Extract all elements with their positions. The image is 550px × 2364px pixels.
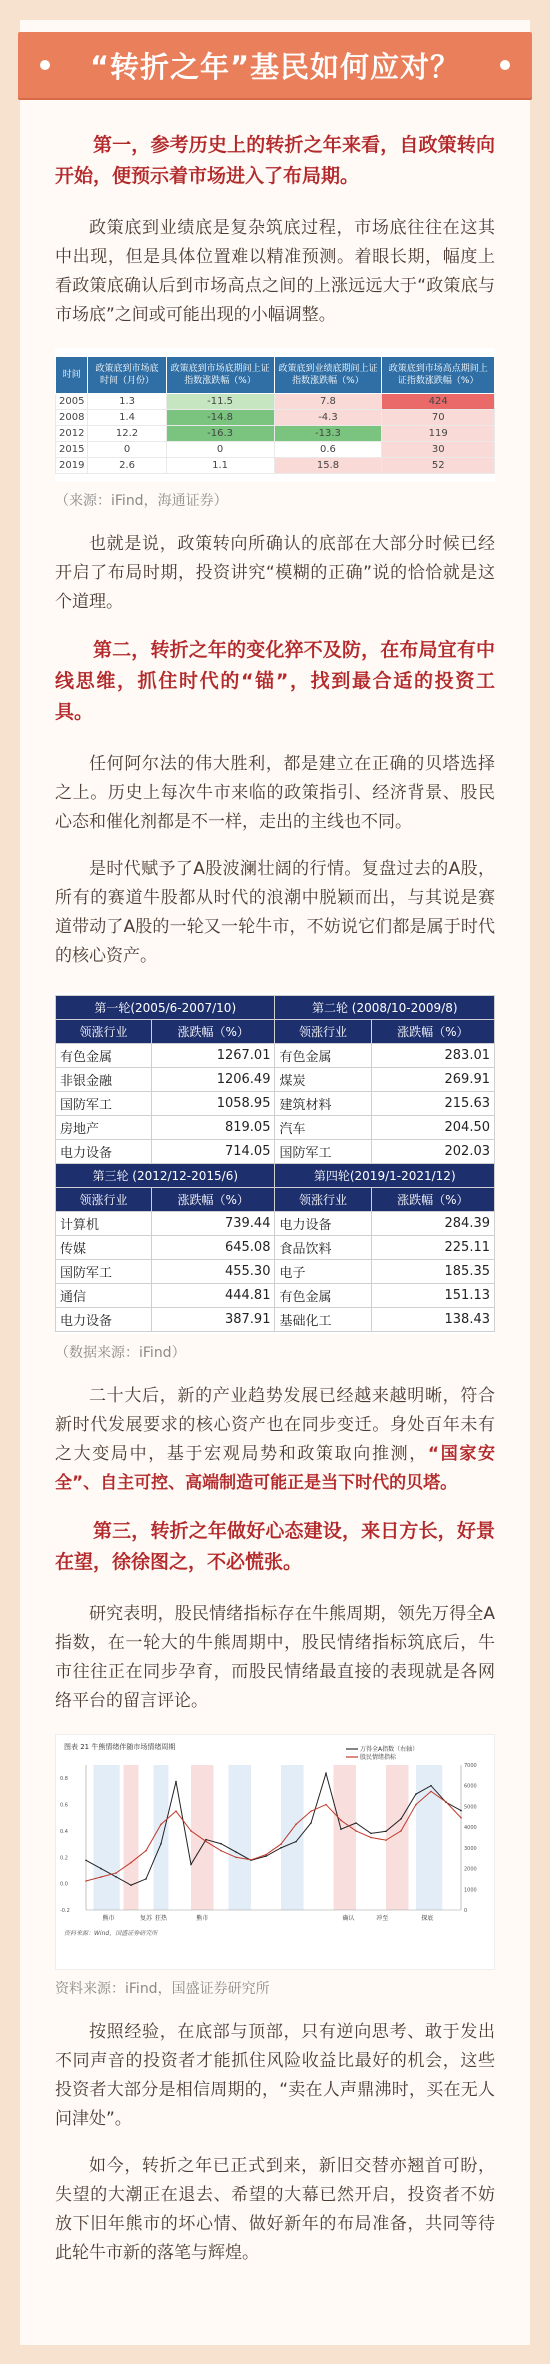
series-point-index <box>295 1841 297 1843</box>
series-point-index <box>145 1878 147 1880</box>
table-cell: 0 <box>88 442 166 458</box>
section1-para2: 也就是说，政策转向所确认的底部在大部分时候已经开启了布局时期，投资讲究“模糊的正确”说的恰恰就是这个道理。 <box>55 534 495 612</box>
table-cell: 714.05 <box>152 1140 275 1164</box>
y-tick-right: 5000 <box>464 1804 477 1811</box>
phase-band <box>94 1765 120 1910</box>
table-cell: 有色金属 <box>275 1284 371 1308</box>
table-cell: 15.8 <box>274 458 382 474</box>
series-point-index <box>325 1772 327 1774</box>
title-banner <box>18 32 532 98</box>
table-cell: 455.30 <box>152 1260 275 1284</box>
table-cell: 传媒 <box>56 1236 152 1260</box>
column-header: 领涨行业 <box>275 1188 371 1212</box>
round-title: 第一轮(2005/6-2007/10) <box>56 996 275 1020</box>
table-cell: 电力设备 <box>275 1212 371 1236</box>
table1-header: 政策底到市场高点期间上证指数涨跌幅（%） <box>382 357 495 394</box>
series-point-index <box>370 1833 372 1835</box>
series-point-sentiment <box>355 1830 357 1832</box>
sentiment-chart-svg <box>56 1735 496 1971</box>
table-row <box>56 1260 495 1284</box>
series-point-sentiment <box>370 1837 372 1839</box>
table-row <box>56 1212 495 1236</box>
round-title: 第四轮(2019/1-2021/12) <box>275 1164 495 1188</box>
series-point-sentiment <box>265 1854 267 1856</box>
table-cell: 202.03 <box>371 1140 494 1164</box>
table-cell: 819.05 <box>152 1116 275 1140</box>
series-point-sentiment <box>400 1830 402 1832</box>
series-point-index <box>130 1884 132 1886</box>
y-tick-left: 0.0 <box>60 1881 68 1888</box>
series-point-sentiment <box>295 1824 297 1826</box>
column-header: 涨跌幅（%） <box>371 1020 494 1044</box>
column-header: 领涨行业 <box>56 1020 152 1044</box>
series-point-index <box>205 1839 207 1841</box>
legend-index: 万得全A指数（右轴） <box>360 1746 419 1753</box>
phase-label: 熊市 <box>196 1915 209 1922</box>
table1-header: 政策底到业绩底期间上证指数涨跌幅（%） <box>274 357 382 394</box>
table-cell: 电力设备 <box>56 1140 152 1164</box>
page-title: “转折之年”基民如何应对？ <box>89 49 461 84</box>
table-cell: 电力设备 <box>56 1308 152 1332</box>
y-tick-right: 0 <box>464 1908 468 1914</box>
table-cell: 0.6 <box>274 442 382 458</box>
table-row <box>56 1092 495 1116</box>
dot-icon <box>40 60 50 70</box>
table-cell: 2015 <box>56 442 88 458</box>
table-cell: 185.35 <box>371 1260 494 1284</box>
series-point-index <box>340 1828 342 1830</box>
table-cell: 225.11 <box>371 1236 494 1260</box>
table-cell: 387.91 <box>152 1308 275 1332</box>
chart-source: 资料来源：iFind，国盛证券研究所 <box>55 1981 270 1997</box>
series-point-index <box>160 1843 162 1845</box>
table-cell: -16.3 <box>166 426 274 442</box>
policy-bottom-table <box>55 348 495 482</box>
table-row <box>56 1068 495 1092</box>
table-row <box>56 426 495 442</box>
y-tick-left: -0.2 <box>60 1908 70 1914</box>
phase-label: 冲至 <box>376 1915 389 1922</box>
table1-source: （来源：iFind，海通证券） <box>55 493 228 509</box>
series-point-sentiment <box>220 1850 222 1852</box>
series-point-sentiment <box>415 1804 417 1806</box>
phase-band <box>281 1765 304 1910</box>
table-row <box>56 1284 495 1308</box>
table-cell: 12.2 <box>88 426 166 442</box>
chart-caption: 图表 21 牛熊情绪伴随市场情绪周期 <box>64 1743 176 1751</box>
table-cell: 70 <box>382 410 495 426</box>
table-cell: 1206.49 <box>152 1068 275 1092</box>
series-point-index <box>415 1793 417 1795</box>
series-point-sentiment <box>460 1817 462 1819</box>
y-tick-right: 6000 <box>464 1783 477 1790</box>
table-cell: 国防军工 <box>56 1260 152 1284</box>
phase-band <box>229 1765 252 1910</box>
table-cell: 269.91 <box>371 1068 494 1092</box>
phase-label: 探底 <box>421 1915 434 1922</box>
column-header: 涨跌幅（%） <box>371 1188 494 1212</box>
legend-sentiment: 股民情绪指标 <box>360 1754 397 1761</box>
table-cell: 30 <box>382 442 495 458</box>
series-point-sentiment <box>115 1872 117 1874</box>
table-cell: -11.5 <box>166 394 274 410</box>
table-cell: -14.8 <box>166 410 274 426</box>
series-point-index <box>355 1822 357 1824</box>
section2-para2: 是时代赋予了A股波澜壮阔的行情。复盘过去的A股，所有的赛道牛股都从时代的浪潮中脱颖而出，与其说是赛道带动了A股的一轮又一轮牛市，不妨说它们都是属于时代的核心资产。 <box>55 859 495 966</box>
section3-heading: 第三，转折之年做好心态建设，来日方长，好景在望，徐徐图之，不必慌张。 <box>55 1520 495 1573</box>
series-point-sentiment <box>250 1859 252 1861</box>
section3-para2: 按照经验，在底部与顶部，只有逆向思考、敢于发出不同声音的投资者才能抓住风险收益比最好的机会，这些投资者大部分是相信周期的，“卖在人声鼎沸时，买在无人问津处”。 <box>55 2022 495 2129</box>
table-cell: 煤炭 <box>275 1068 371 1092</box>
series-point-sentiment <box>85 1880 87 1882</box>
series-point-sentiment <box>205 1841 207 1843</box>
series-point-index <box>85 1859 87 1861</box>
series-point-sentiment <box>175 1810 177 1812</box>
table-row <box>56 410 495 426</box>
table-cell: -13.3 <box>274 426 382 442</box>
table-cell: 0 <box>166 442 274 458</box>
table-cell: 204.50 <box>371 1116 494 1140</box>
table-cell: -4.3 <box>274 410 382 426</box>
series-point-sentiment <box>325 1804 327 1806</box>
phase-label: 狂热 <box>154 1915 168 1922</box>
y-tick-right: 4000 <box>464 1825 477 1832</box>
table-row <box>56 1044 495 1068</box>
y-tick-right: 3000 <box>464 1845 477 1852</box>
para3-text: 二十大后，新的产业趋势发展已经越来越明晰，符合新时代发展要求的核心资产也在同步变迁。身处百年未有之大变局中，基于宏观局势和政策取向推测， <box>55 1386 495 1464</box>
table-cell: 424 <box>382 394 495 410</box>
section2-para3 <box>55 1382 495 1498</box>
table-cell: 215.63 <box>371 1092 494 1116</box>
series-point-sentiment <box>190 1830 192 1832</box>
round-title: 第三轮 (2012/12-2015/6) <box>56 1164 275 1188</box>
table-cell: 建筑材料 <box>275 1092 371 1116</box>
table-cell: 1.3 <box>88 394 166 410</box>
table-cell: 计算机 <box>56 1212 152 1236</box>
table-cell: 645.08 <box>152 1236 275 1260</box>
table-cell: 2005 <box>56 394 88 410</box>
table-cell: 1267.01 <box>152 1044 275 1068</box>
series-point-index <box>280 1847 282 1849</box>
table-row <box>56 442 495 458</box>
section1-para1: 政策底到业绩底是复杂筑底过程，市场底往往在这其中出现，但是具体位置难以精准预测。着眼长期，幅度上看政策底确认后到市场高点之间的上涨远远大于“政策底与市场底”之间或可能出现的小幅调整。 <box>55 218 495 325</box>
series-point-sentiment <box>235 1856 237 1858</box>
table-row <box>56 1236 495 1260</box>
series-point-sentiment <box>280 1843 282 1845</box>
series-point-index <box>265 1855 267 1857</box>
section1-heading: 第一，参考历史上的转折之年来看，自政策转向开始，便预示着市场进入了布局期。 <box>55 134 495 187</box>
column-header: 涨跌幅（%） <box>152 1188 275 1212</box>
phase-label: 确认 <box>342 1915 355 1922</box>
table-cell: 52 <box>382 458 495 474</box>
column-header: 涨跌幅（%） <box>152 1020 275 1044</box>
table-row <box>56 1116 495 1140</box>
table-cell: 食品饮料 <box>275 1236 371 1260</box>
bull-market-sectors-table <box>55 993 495 1334</box>
table-cell: 基础化工 <box>275 1308 371 1332</box>
table-cell: 283.01 <box>371 1044 494 1068</box>
table-row <box>56 1308 495 1332</box>
table-cell: 非银金融 <box>56 1068 152 1092</box>
table-cell: 国防军工 <box>56 1092 152 1116</box>
series-point-index <box>115 1876 117 1878</box>
table-cell: 1.1 <box>166 458 274 474</box>
series-point-index <box>310 1822 312 1824</box>
table-row <box>56 1140 495 1164</box>
series-point-index <box>190 1864 192 1866</box>
series-point-sentiment <box>100 1876 102 1878</box>
table-cell: 国防军工 <box>275 1140 371 1164</box>
series-point-index <box>235 1851 237 1853</box>
table-cell: 汽车 <box>275 1116 371 1140</box>
series-point-index <box>400 1818 402 1820</box>
series-point-index <box>100 1868 102 1870</box>
table-cell: 444.81 <box>152 1284 275 1308</box>
table-cell: 2.6 <box>88 458 166 474</box>
table-cell: 有色金属 <box>275 1044 371 1068</box>
column-header: 领涨行业 <box>56 1188 152 1212</box>
table-cell: 1058.95 <box>152 1092 275 1116</box>
table1-header: 时间 <box>56 357 88 394</box>
series-point-index <box>220 1843 222 1845</box>
phase-band <box>124 1765 139 1910</box>
table1-header: 政策底到市场底期间上证指数涨跌幅（%） <box>166 357 274 394</box>
table-cell: 2019 <box>56 458 88 474</box>
series-point-sentiment <box>430 1791 432 1793</box>
series-point-sentiment <box>130 1862 132 1864</box>
table-cell: 1.4 <box>88 410 166 426</box>
table-row <box>56 394 495 410</box>
y-tick-left: 0.4 <box>60 1828 68 1835</box>
table2-source: （数据来源：iFind） <box>55 1345 186 1361</box>
phase-band <box>191 1765 214 1910</box>
article-body <box>55 130 495 2286</box>
y-tick-left: 0.2 <box>60 1855 68 1862</box>
series-point-index <box>430 1785 432 1787</box>
column-header: 领涨行业 <box>275 1020 371 1044</box>
series-point-sentiment <box>160 1824 162 1826</box>
table-cell: 739.44 <box>152 1212 275 1236</box>
y-tick-right: 1000 <box>464 1887 477 1894</box>
table-cell: 2012 <box>56 426 88 442</box>
table-cell: 电子 <box>275 1260 371 1284</box>
phase-band <box>154 1765 169 1910</box>
series-point-sentiment <box>145 1850 147 1852</box>
series-point-sentiment <box>385 1839 387 1841</box>
section3-para3: 如今，转折之年已正式到来，新旧交替亦翘首可盼，失望的大潮正在退去、希望的大幕已然开启，投资者不妨放下旧年熊市的坏心情、做好新年的布局准备，共同等待此轮牛市新的落笔与辉煌。 <box>55 2156 495 2263</box>
series-point-index <box>385 1830 387 1832</box>
y-tick-right: 2000 <box>464 1866 477 1873</box>
table-cell: 119 <box>382 426 495 442</box>
table-cell: 151.13 <box>371 1284 494 1308</box>
series-point-index <box>460 1810 462 1812</box>
table-row <box>56 458 495 474</box>
para3-highlight: “国家安全”、自主可控、高端制造可能正是当下时代的贝塔。 <box>55 1444 495 1493</box>
table-cell: 通信 <box>56 1284 152 1308</box>
y-tick-right: 7000 <box>464 1763 477 1769</box>
section2-para1: 任何阿尔法的伟大胜利，都是建立在正确的贝塔选择之上。历史上每次牛市来临的政策指引、经济背景、股民心态和催化剂都是不一样，走出的主线也不同。 <box>55 754 495 832</box>
sentiment-chart <box>55 1734 495 1970</box>
series-point-index <box>175 1781 177 1783</box>
series-point-sentiment <box>340 1820 342 1822</box>
table-cell: 有色金属 <box>56 1044 152 1068</box>
table-cell: 138.43 <box>371 1308 494 1332</box>
section2-heading: 第二，转折之年的变化猝不及防，在布局宜有中线思维，抓住时代的“锚”，找到最合适的投资工具。 <box>55 639 495 723</box>
phase-label: 熊市 <box>102 1915 115 1922</box>
table1-header: 政策底到市场底时间（月份） <box>88 357 166 394</box>
section3-para1: 研究表明，股民情绪指标存在牛熊周期，领先万得全A指数，在一轮大的牛熊周期中，股民情绪指标筑底后，牛市往往正在同步孕育，而股民情绪最直接的表现就是各网络平台的留言评论。 <box>55 1604 495 1711</box>
phase-band <box>334 1765 357 1910</box>
series-point-sentiment <box>445 1801 447 1803</box>
phase-label: 复苏 <box>139 1915 153 1922</box>
table-cell: 2008 <box>56 410 88 426</box>
series-point-sentiment <box>310 1810 312 1812</box>
y-tick-left: 0.8 <box>60 1776 68 1783</box>
table-cell: 房地产 <box>56 1116 152 1140</box>
y-tick-left: 0.6 <box>60 1802 68 1809</box>
table-cell: 284.39 <box>371 1212 494 1236</box>
round-title: 第二轮 (2008/10-2009/8) <box>275 996 495 1020</box>
chart-footer: 资料来源：Wind，国盛证券研究所 <box>64 1930 158 1937</box>
table-cell: 7.8 <box>274 394 382 410</box>
dot-icon <box>500 60 510 70</box>
